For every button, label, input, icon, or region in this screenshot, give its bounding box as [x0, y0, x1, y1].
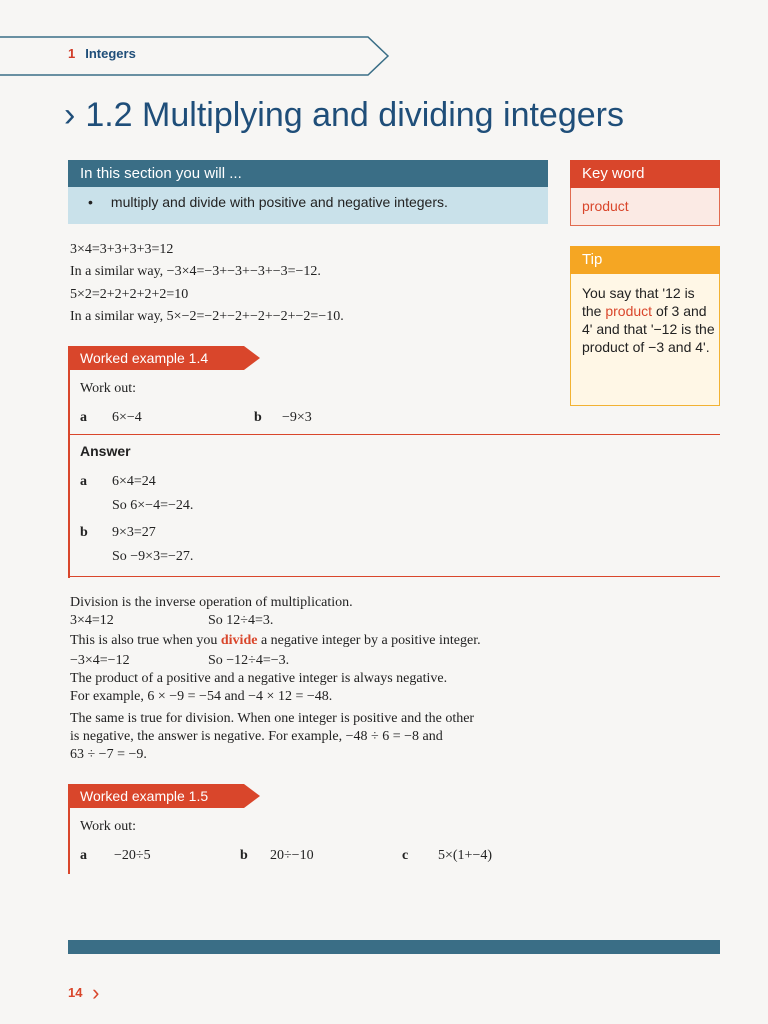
page-number	[68, 980, 99, 1006]
title-chevron-icon: ›	[64, 96, 76, 134]
division-line-8: is negative, the answer is negative. For example, −48 ÷ 6 = −8 and	[70, 729, 443, 744]
tip-heading: Tip	[570, 246, 720, 274]
we14-bottom-rule	[68, 576, 720, 577]
bullet-text: multiply and divide with positive and negative integers.	[110, 194, 448, 210]
we15-a-question: −20÷5	[114, 848, 151, 863]
we14-b-label: b	[254, 410, 262, 425]
divide-keyword: divide	[220, 633, 258, 648]
section-bullet	[88, 194, 448, 210]
division-line-1: Division is the inverse operation of multiplication.	[70, 595, 353, 610]
intro-line-3: 5×2=2+2+2+2+2=10	[70, 287, 189, 302]
we14-answer-a-line1: 6×4=24	[112, 474, 156, 489]
we14-a-question: 6×−4	[112, 410, 142, 425]
division-line-6: For example, 6 × −9 = −54 and −4 × 12 = −48.	[70, 689, 333, 704]
we15-b-question: 20÷−10	[270, 848, 314, 863]
section-heading: In this section you will ...	[68, 160, 548, 187]
page-chevron-icon: ›	[92, 980, 100, 1005]
intro-line-4: In a similar way, 5×−2=−2+−2+−2+−2+−2=−10.	[70, 309, 344, 324]
we15-border	[68, 808, 70, 874]
tip-text-after: of 3 and 4' and that '−12 is the product of −3 and 4'.	[582, 303, 715, 355]
division-line-3-before: This is also true when you	[70, 633, 218, 648]
tip-text	[582, 284, 716, 356]
page-number-text: 14	[68, 985, 83, 1000]
we14-b-question: −9×3	[282, 410, 312, 425]
tip-highlight: product	[605, 303, 653, 319]
chapter-number: 1	[68, 46, 76, 61]
chapter-label	[68, 46, 136, 61]
we14-answer-label: Answer	[80, 443, 131, 459]
division-line-4a: −3×4=−12	[70, 653, 130, 668]
division-line-4b: So −12÷4=−3.	[208, 653, 290, 668]
we14-banner-arrow	[244, 346, 260, 370]
we15-a-label: a	[80, 848, 87, 863]
keyword-heading: Key word	[570, 160, 720, 188]
division-line-3	[70, 631, 481, 650]
footer-bar	[68, 940, 720, 954]
division-line-2a: 3×4=12	[70, 613, 114, 628]
we15-banner-arrow	[244, 784, 260, 808]
we14-a-label: a	[80, 410, 87, 425]
page-title	[64, 96, 624, 135]
we14-answer-b-line2: So −9×3=−27.	[112, 549, 194, 564]
we15-b-label: b	[240, 848, 248, 863]
we15-c-question: 5×(1+−4)	[438, 848, 493, 863]
header-tab	[0, 36, 390, 76]
we14-border	[68, 370, 70, 578]
tip-text-before: You say that '12 is the	[582, 285, 695, 319]
chapter-title: Integers	[85, 46, 136, 61]
division-line-9: 63 ÷ −7 = −9.	[70, 747, 147, 762]
division-line-2b: So 12÷4=3.	[208, 613, 274, 628]
we14-answer-rule	[68, 434, 720, 435]
title-text: 1.2 Multiplying and dividing integers	[85, 96, 624, 134]
intro-line-1: 3×4=3+3+3+3=12	[70, 242, 174, 257]
we14-answer-b-line1: 9×3=27	[112, 525, 156, 540]
we14-answer-a-label: a	[80, 474, 87, 489]
division-line-5: The product of a positive and a negative integer is always negative.	[70, 671, 448, 686]
we15-banner: Worked example 1.5	[68, 784, 244, 808]
division-line-7: The same is true for division. When one integer is positive and the other	[70, 711, 475, 726]
we15-work-out: Work out:	[80, 819, 137, 834]
we15-c-label: c	[402, 848, 409, 863]
intro-line-2: In a similar way, −3×4=−3+−3+−3+−3=−12.	[70, 264, 321, 279]
we14-answer-a-line2: So 6×−4=−24.	[112, 498, 194, 513]
we14-banner: Worked example 1.4	[68, 346, 244, 370]
keyword-term: product	[582, 198, 629, 214]
division-line-3-after: a negative integer by a positive integer.	[260, 633, 481, 648]
we14-work-out: Work out:	[80, 381, 137, 396]
bullet-dot: •	[88, 194, 93, 210]
we14-answer-b-label: b	[80, 525, 88, 540]
